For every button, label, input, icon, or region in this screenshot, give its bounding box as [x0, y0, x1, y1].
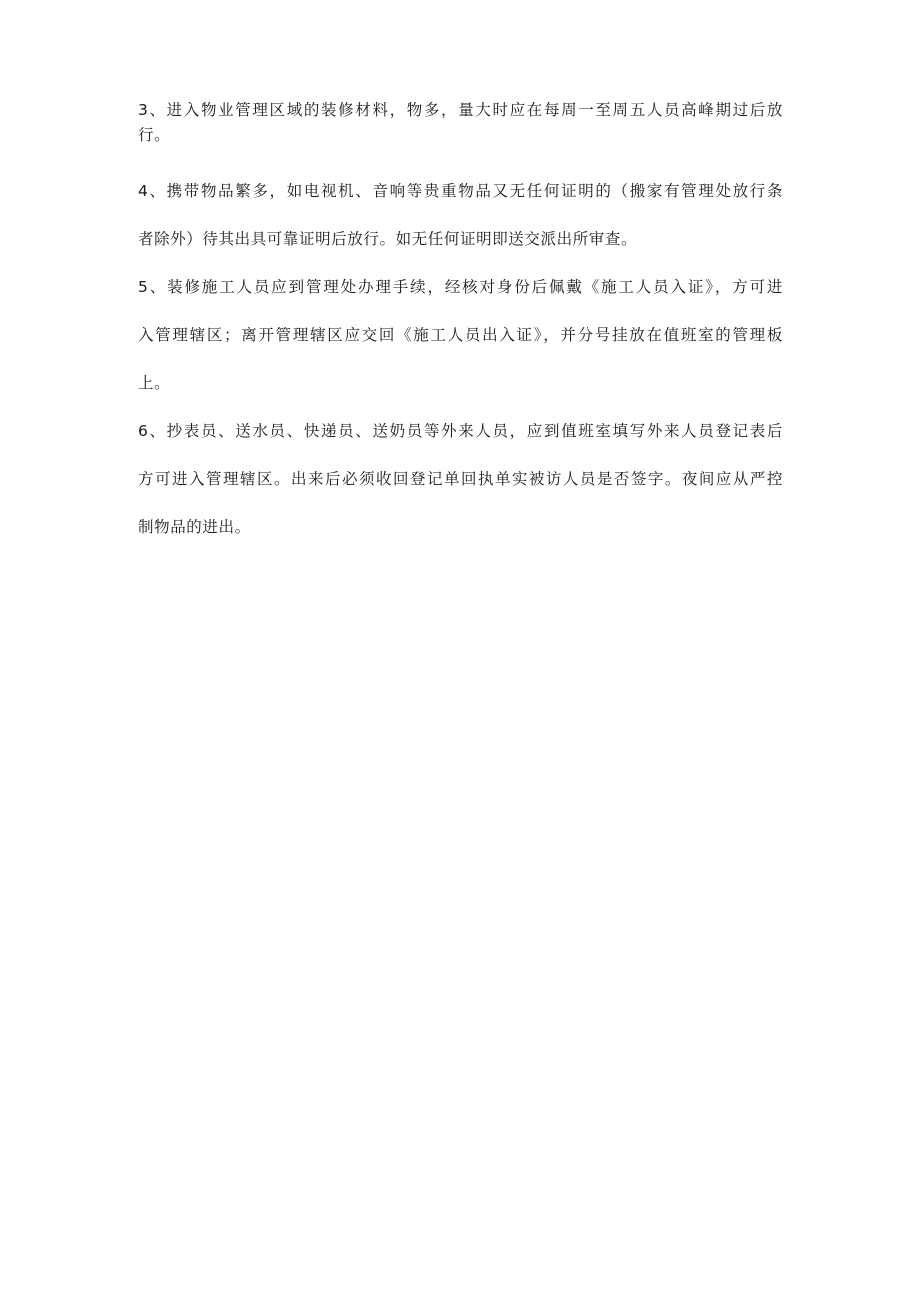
- text-line: 者除外）待其出具可靠证明后放行。如无任何证明即送交派出所审查。: [138, 230, 638, 248]
- text-line: 行。: [138, 126, 171, 144]
- paragraph-item-6: [138, 407, 783, 551]
- paragraph-item-3: [138, 98, 783, 148]
- text-line: 上。: [138, 374, 171, 392]
- text-line: 5、装修施工人员应到管理处办理手续，经核对身份后佩戴《施工人员入证》，方可进: [138, 278, 783, 296]
- text-line: 方可进入管理辖区。出来后必须收回登记单回执单实被访人员是否签字。夜间应从严控: [138, 470, 783, 488]
- document-body: [138, 98, 783, 551]
- text-line: 3、进入物业管理区域的装修材料，物多，量大时应在每周一至周五人员高峰期过后放: [138, 101, 783, 119]
- text-line: 6、抄表员、送水员、快递员、送奶员等外来人员，应到值班室填写外来人员登记表后: [138, 422, 783, 440]
- text-line: 制物品的进出。: [138, 518, 251, 536]
- text-line: 4、携带物品繁多，如电视机、音响等贵重物品又无任何证明的（搬家有管理处放行条: [138, 182, 783, 200]
- paragraph-item-4: [138, 167, 783, 263]
- text-line: 入管理辖区；离开管理辖区应交回《施工人员出入证》，并分号挂放在值班室的管理板: [138, 326, 783, 344]
- paragraph-item-5: [138, 263, 783, 407]
